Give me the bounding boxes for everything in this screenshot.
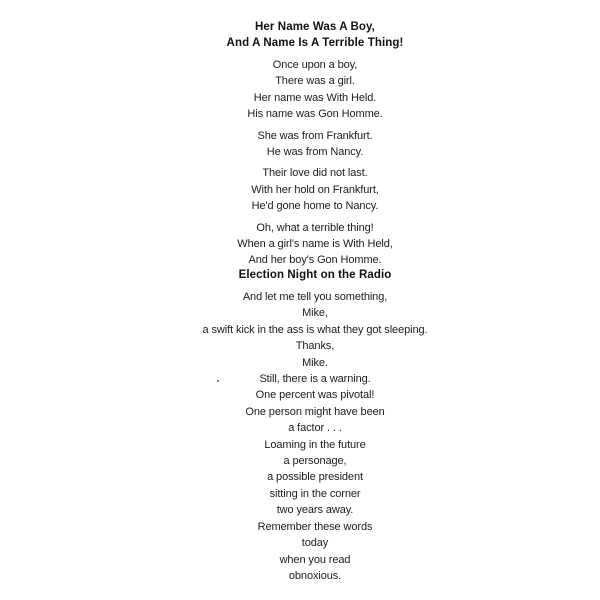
- poem-line: a swift kick in the ass is what they got sleeping.: [202, 323, 428, 336]
- poem-line: a factor . . .: [288, 422, 342, 435]
- poem-line: Once upon a boy,: [272, 59, 358, 71]
- poem-line: Their love did not last.: [262, 167, 368, 180]
- poem-election-night-on-the-radio: [0, 267, 600, 584]
- poem-line: There was a girl.: [275, 75, 355, 88]
- poem-line: Still, there is a warning.: [259, 373, 371, 386]
- poem-line: When a girl's name is With Held,: [237, 238, 393, 251]
- poem-line: One person might have been: [245, 405, 385, 418]
- poem-line: Thanks,: [295, 340, 335, 353]
- poem-line: With her hold on Frankfurt,: [251, 183, 379, 196]
- poem-line: He was from Nancy.: [266, 146, 364, 159]
- poem-line: Oh, what a terrible thing!: [256, 221, 374, 234]
- poem-line: And let me tell you something,: [242, 291, 388, 303]
- poem-line: Remember these words: [257, 520, 373, 533]
- poem-line: Mike,: [302, 307, 328, 320]
- poem-title-line: Her Name Was A Boy,: [255, 21, 375, 33]
- poem-title-line: Election Night on the Radio: [238, 269, 392, 281]
- poem-line: obnoxious.: [288, 569, 342, 582]
- stanza: [0, 165, 600, 214]
- poem-line: sitting in the corner: [269, 487, 361, 500]
- poem-line: a personage,: [283, 455, 347, 468]
- stanza: [0, 128, 600, 161]
- poem-line: a possible president: [267, 471, 363, 484]
- poem-line: Loaming in the future: [264, 438, 366, 451]
- poem-line: He'd gone home to Nancy.: [251, 200, 379, 213]
- stanza: [0, 57, 600, 123]
- poem-line: today: [301, 537, 329, 550]
- poem-line: two years away.: [276, 504, 354, 517]
- poem-line: Mike.: [302, 356, 328, 369]
- scan-speck: [217, 380, 219, 382]
- poem-line: She was from Frankfurt.: [257, 129, 373, 142]
- poem-title-line: And A Name Is A Terrible Thing!: [226, 37, 404, 49]
- stanza: [0, 220, 600, 269]
- poem-line: Her name was With Held.: [253, 91, 377, 104]
- poem-line: His name was Gon Homme.: [247, 108, 383, 121]
- poem-line: And her boy's Gon Homme.: [248, 254, 382, 267]
- poem-line: One percent was pivotal!: [255, 389, 375, 402]
- poem-her-name-was-a-boy: [0, 19, 600, 269]
- poem-line: when you read: [279, 553, 351, 566]
